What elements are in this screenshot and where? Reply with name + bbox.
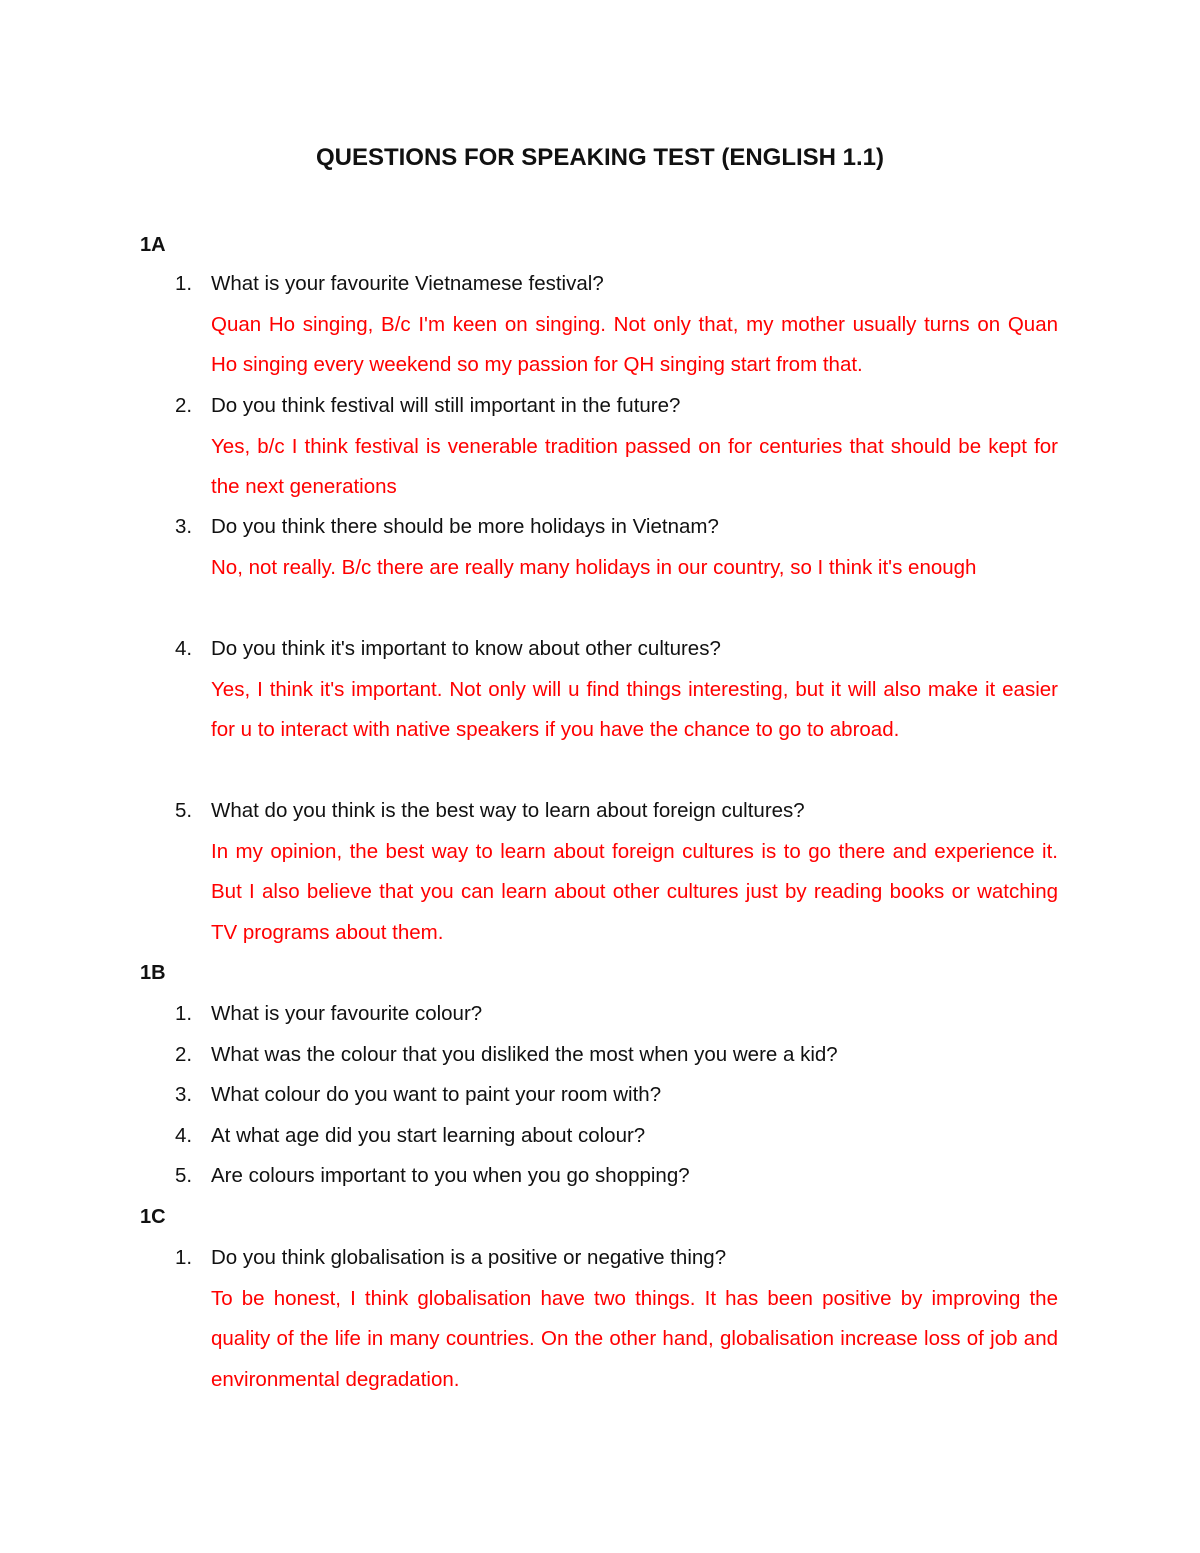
question-number: 1. xyxy=(175,272,193,295)
question-1a-3 xyxy=(170,507,1058,588)
answer-text: To be honest, I think globalisation have two things. It has been positive by improving the quality of the life in many countries. On the other hand, globalisation increase loss of job and environmental degradation. xyxy=(211,1286,1058,1392)
question-number: 5. xyxy=(175,799,193,822)
question-1b-5 xyxy=(170,1156,1058,1197)
answer-text: No, not really. B/c there are really many holidays in our country, so I think it's enough xyxy=(211,555,977,579)
question-number: 2. xyxy=(175,394,193,417)
question-1a-5 xyxy=(170,791,1058,954)
question-1b-1 xyxy=(170,994,1058,1035)
question-1b-4 xyxy=(170,1116,1058,1157)
question-text: Do you think festival will still important in the future? xyxy=(211,394,681,417)
question-text: At what age did you start learning about colour? xyxy=(211,1124,646,1147)
question-number: 2. xyxy=(175,1043,193,1066)
question-1c-1 xyxy=(170,1238,1058,1401)
question-number: 3. xyxy=(175,515,193,538)
question-text: Do you think there should be more holidays in Vietnam? xyxy=(211,515,719,538)
question-1a-2 xyxy=(170,386,1058,508)
answer-text: Yes, b/c I think festival is venerable tradition passed on for centuries that should be kept for the next generations xyxy=(211,434,1058,499)
question-1a-1 xyxy=(170,264,1058,386)
question-text: What is your favourite colour? xyxy=(211,1002,483,1025)
question-text: Are colours important to you when you go shopping? xyxy=(211,1164,690,1187)
section-heading-1c: 1C xyxy=(140,1206,166,1228)
question-1b-3 xyxy=(170,1075,1058,1116)
answer-text: Quan Ho singing, B/c I'm keen on singing. Not only that, my mother usually turns on Quan Ho singing every weekend so my passion for QH singing start from that. xyxy=(211,312,1058,377)
answer-text: Yes, I think it's important. Not only will u find things interesting, but it will also make it easier for u to interact with native speakers if you have the chance to go to abroad. xyxy=(211,677,1058,742)
question-1b-2 xyxy=(170,1035,1058,1076)
question-text: What is your favourite Vietnamese festival? xyxy=(211,272,604,295)
question-1a-4 xyxy=(170,629,1058,751)
section-heading-1b: 1B xyxy=(140,962,166,984)
question-number: 1. xyxy=(175,1246,193,1269)
answer-text: In my opinion, the best way to learn about foreign cultures is to go there and experience it. But I also believe that you can learn about other cultures just by reading books or watching TV programs about them. xyxy=(211,839,1058,945)
question-text: Do you think globalisation is a positive or negative thing? xyxy=(211,1246,727,1269)
question-text: Do you think it's important to know about other cultures? xyxy=(211,637,721,660)
question-text: What colour do you want to paint your room with? xyxy=(211,1083,662,1106)
question-number: 4. xyxy=(175,1124,193,1147)
question-number: 5. xyxy=(175,1164,193,1187)
section-heading-1a: 1A xyxy=(140,234,166,256)
document-title: QUESTIONS FOR SPEAKING TEST (ENGLISH 1.1) xyxy=(315,144,885,171)
question-text: What was the colour that you disliked the most when you were a kid? xyxy=(211,1043,838,1066)
question-number: 3. xyxy=(175,1083,193,1106)
question-number: 4. xyxy=(175,637,193,660)
question-text: What do you think is the best way to learn about foreign cultures? xyxy=(211,799,805,822)
question-number: 1. xyxy=(175,1002,193,1025)
